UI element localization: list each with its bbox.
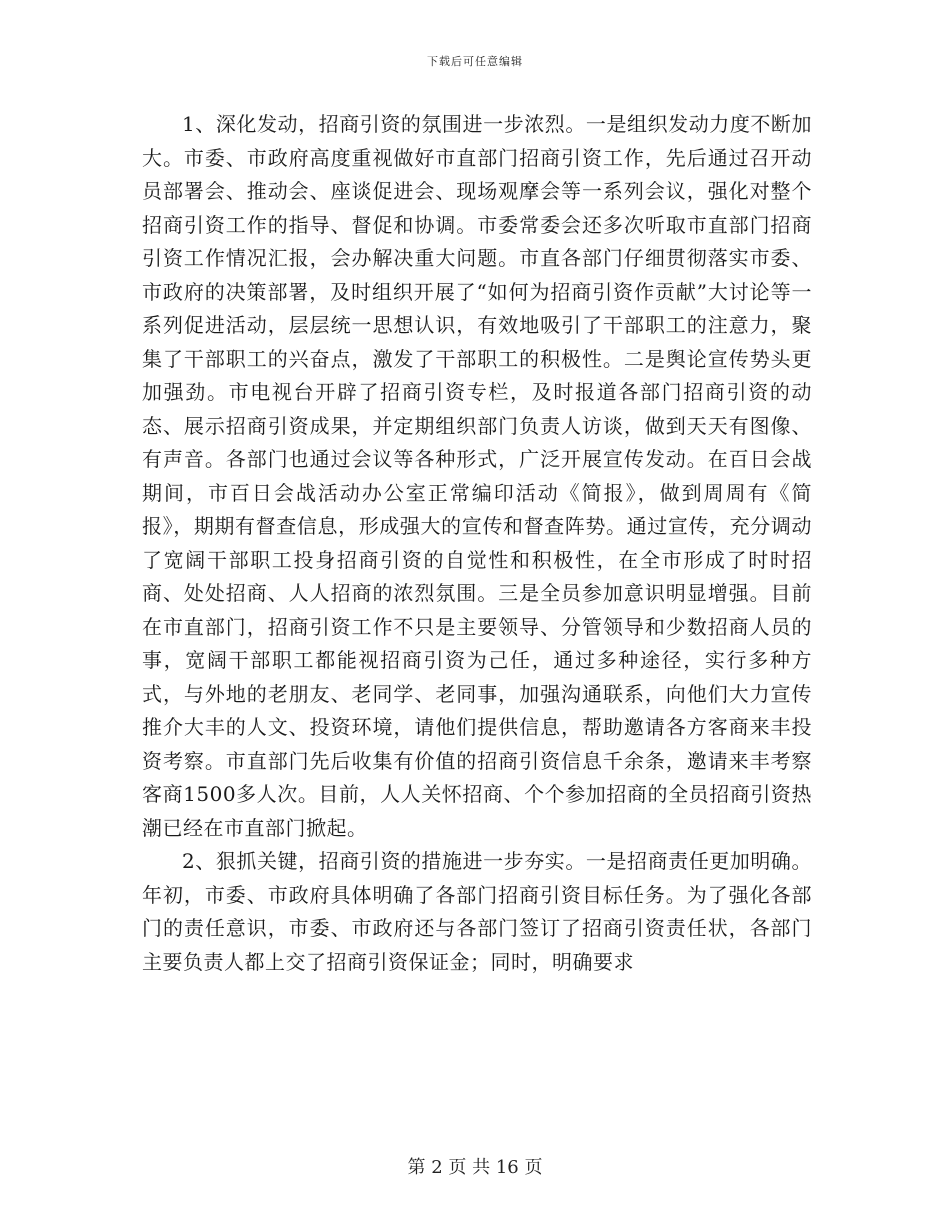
paragraph-2: 2、狠抓关键，招商引资的措施进一步夯实。一是招商责任更加明确。年初，市委、市政府具体明确了各部门招商引资目标任务。为了强化各部门的责任意识，市委、市政府还与各部门签订了招商引资责任状，各部门主要负责人都上交了招商引资保证金；同时，明确要求 bbox=[142, 849, 812, 974]
page-header-note: 下载后可任意编辑 bbox=[427, 55, 523, 68]
paragraph-1: 1、深化发动，招商引资的氛围进一步浓烈。一是组织发动力度不断加大。市委、市政府高度重视做好市直部门招商引资工作，先后通过召开动员部署会、推动会、座谈促进会、现场观摩会等一系列会议，强化对整个招商引资工作的指导、督促和协调。市委常委会还多次听取市直部门招商引资工作情况汇报，会办解决重大问题。市直各部门仔细贯彻落实市委、市政府的决策部署，及时组织开展了“如何为招商引资作贡献”大讨论等一系列促进活动，层层统一思想认识，有效地吸引了干部职工的注意力，聚集了干部职工的兴奋点，激发了干部职工的积极性。二是舆论宣传势头更加强劲。市电视台开辟了招商引资专栏，及时报道各部门招商引资的动态、展示招商引资成果，并定期组织部门负责人访谈，做到天天有图像、有声音。各部门也通过会议等各种形式，广泛开展宣传发动。在百日会战期间，市百日会战活动办公室正常编印活动《简报》，做到周周有《简报》，期期有督查信息，形成强大的宣传和督查阵势。通过宣传，充分调动了宽阔干部职工投身招商引资的自觉性和积极性，在全市形成了时时招商、处处招商、人人招商的浓烈氛围。三是全员参加意识明显增强。目前在市直部门，招商引资工作不只是主要领导、分管领导和少数招商人员的事，宽阔干部职工都能视招商引资为己任，通过多种途径，实行多种方式，与外地的老朋友、老同学、老同事，加强沟通联系，向他们大力宣传推介大丰的人文、投资环境，请他们提供信息，帮助邀请各方客商来丰投资考察。市直部门先后收集有价值的招商引资信息千余条，邀请来丰考察客商1500多人次。目前，人人关怀招商、个个参加招商的全员招商引资热潮已经在市直部门掀起。 bbox=[142, 112, 812, 840]
page-number-footer: 第 2 页 共 16 页 bbox=[407, 1157, 543, 1178]
document-body bbox=[142, 108, 812, 979]
